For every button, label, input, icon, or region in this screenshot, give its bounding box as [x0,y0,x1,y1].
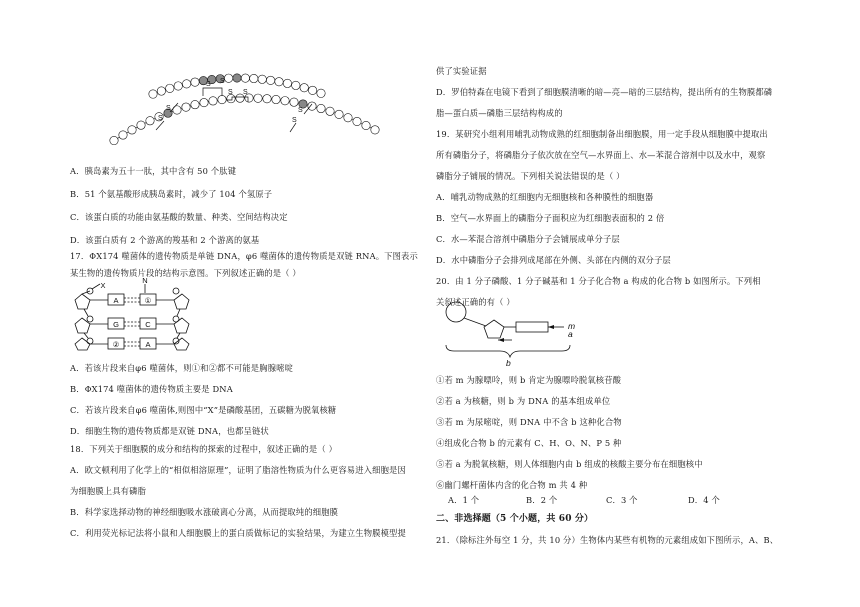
amino-acid-bead [241,74,249,82]
q18-option-d-line1[interactable]: D．罗伯特森在电镜下看到了细胞膜清晰的暗—亮—暗的三层结构，提出所有的生物膜都磷 [436,87,773,97]
svg-text:S: S [292,117,297,124]
q18-option-c-line1[interactable]: C．利用荧光标记法将小鼠和人细胞膜上的蛋白质做标记的实验结果，为建立生物膜模型提 [70,528,406,538]
q17-option-a[interactable]: A．若该片段来自φ6 噬菌体，则①和②都不可能是胸腺嘧啶 [70,363,294,373]
amino-acid-bead [209,97,217,105]
q20-choice-c[interactable]: C．3 个 [606,495,638,505]
q20-choice-a[interactable]: A．1 个 [448,495,480,505]
amino-acid-bead [146,117,154,125]
amino-acid-bead [300,84,308,92]
base-right-2: C [145,320,151,329]
q16-option-c[interactable]: C．该蛋白质的功能由氨基酸的数量、种类、空间结构决定 [70,212,288,222]
q20-item-2: ②若 a 为核糖，则 b 为 DNA 的基本组成单位 [436,396,611,406]
x-label: X [100,281,106,290]
amino-acid-bead [233,74,241,82]
base-right-3: A [145,340,151,349]
insulin-a-chain [149,74,325,98]
nucleic-acid-figure [70,276,195,350]
q20-choice-b[interactable]: B．2 个 [526,495,558,505]
m-label: m [568,321,576,331]
q19-option-c[interactable]: C．水—苯混合溶剂中磷脂分子会铺展成单分子层 [436,234,620,244]
base-left-3: ② [112,340,120,349]
nucleotide-figure [444,300,594,370]
q20-stem-line2: 关叙述正确的有（ ） [436,297,515,307]
pentose-sugar [484,320,504,338]
amino-acid-bead [191,78,199,86]
q20-item-3: ③若 m 为尿嘧啶，则 DNA 中不含 b 这种化合物 [436,417,622,427]
q19-option-d[interactable]: D．水中磷脂分子会排列成尾部在外侧、头部在内侧的双分子层 [436,255,671,265]
q19-option-b[interactable]: B．空气—水界面上的磷脂分子面积应为红细胞表面积的 2 倍 [436,213,665,223]
svg-text:S: S [220,78,225,85]
q17-option-b[interactable]: B．ΦX174 噬菌体的遗传物质主要是 DNA [70,384,233,394]
amino-acid-bead [250,74,258,82]
amino-acid-bead [182,80,190,88]
base-right-1: ① [144,296,152,305]
svg-text:S: S [206,81,211,88]
svg-text:S: S [298,107,303,114]
section-title: 二、非选择题（5 个小题，共 60 分） [436,514,594,524]
amino-acid-bead [371,126,379,134]
q20-choice-d[interactable]: D．4 个 [688,495,720,505]
base-left-1: A [113,296,119,305]
q16-option-a[interactable]: A．胰岛素为五十一肽，其中含有 50 个肽键 [70,166,237,176]
q18-option-a-line1[interactable]: A．欧文顿利用了化学上的“相似相溶原理”，证明了脂溶性物质为什么更容易进入细胞是因 [70,465,406,475]
amino-acid-bead [191,100,199,108]
amino-acid-bead [292,81,300,89]
amino-acid-bead [254,94,262,102]
amino-acid-bead [128,126,136,134]
q18-stem: 18．下列关于细胞膜的成分和结构的探索的过程中，叙述正确的是（ ） [70,444,338,454]
q18-option-c-line2[interactable]: 供了实验证据 [436,66,487,76]
amino-acid-bead [157,87,165,95]
q17-option-d[interactable]: D．细胞生物的遗传物质都是双链 DNA，也都呈链状 [70,426,269,436]
amino-acid-bead [326,107,334,115]
q20-item-4: ④组成化合物 b 的元素有 C、H、O、N、P 5 种 [436,438,622,448]
amino-acid-bead [137,121,145,129]
base-left-2: G [113,320,119,329]
q20-item-5: ⑤若 a 为脱氧核糖，则人体细胞内由 b 组成的核酸主要分布在细胞核中 [436,459,703,469]
q20-stem-line1: 20．由 1 分子磷酸、1 分子碱基和 1 分子化合物 a 构成的化合物 b 如图所示。下列相 [436,276,761,286]
q16-option-d[interactable]: D．该蛋白质有 2 个游离的羧基和 2 个游离的氨基 [70,235,260,245]
q17-stem-line1: 17．ΦX174 噬菌体的遗传物质是单链 DNA，φ6 噬菌体的遗传物质是双链 RNA。下图表示 [70,251,418,261]
amino-acid-bead [218,95,226,103]
q18-option-b[interactable]: B．科学家选择动物的神经细胞吸水涨破离心分离，从而提取纯的细胞膜 [70,507,339,517]
amino-acid-bead [283,79,291,87]
q17-stem-line2: 某生物的遗传物质片段的结构示意图。下列叙述正确的是（ ） [70,268,301,278]
insulin-b-chain [110,94,379,145]
amino-acid-bead [266,76,274,84]
b-label: b [506,358,511,368]
svg-text:S: S [228,89,233,96]
q19-option-a[interactable]: A．哺乳动物成熟的红细胞内无细胞核和各种膜性的细胞器 [436,192,654,202]
amino-acid-bead [182,103,190,111]
amino-acid-bead [272,95,280,103]
amino-acid-bead [166,84,174,92]
q19-stem-line1: 19．某研究小组利用哺乳动物成熟的红细胞制备出细胞膜，用一定手段从细胞膜中提取出 [436,129,768,139]
amino-acid-bead [335,110,343,118]
amino-acid-bead [258,75,266,83]
amino-acid-bead [149,90,157,98]
amino-acid-bead [119,131,127,139]
q18-option-d-line2[interactable]: 脂—蛋白质—磷脂三层结构构成的 [436,108,563,118]
amino-acid-bead [110,136,118,144]
q16-option-b[interactable]: B．51 个氨基酸形成胰岛素时，减少了 104 个氢原子 [70,189,273,199]
q18-option-a-line2[interactable]: 为细胞膜上具有磷脂 [70,486,147,496]
left-strand [75,288,108,350]
amino-acid-bead [224,74,232,82]
phosphate-circle [446,302,466,322]
amino-acid-bead [174,82,182,90]
amino-acid-bead [200,98,208,106]
q19-stem-line2: 所有磷脂分子，将磷脂分子依次放在空气—水界面上、水—苯混合溶剂中以及水中，观察 [436,150,766,160]
insulin-structure-figure [108,70,383,148]
svg-text:S: S [158,115,163,122]
q17-option-c[interactable]: C．若该片段来自φ6 噬菌体,则图中“X”是磷酸基团，五碳糖为脱氧核糖 [70,405,337,415]
n-label: N [142,276,148,285]
a-label: a [568,329,573,339]
right-strand [156,288,189,350]
amino-acid-bead [362,121,370,129]
amino-acid-bead [275,78,283,86]
amino-acid-bead [290,98,298,106]
svg-text:S: S [166,105,171,112]
svg-text:S: S [243,89,248,96]
amino-acid-bead [353,117,361,125]
q20-item-6: ⑥幽门螺杆菌体内含的化合物 m 共 4 种 [436,480,588,490]
amino-acid-bead [344,114,352,122]
q19-stem-line3: 磷脂分子铺展的情况。下列相关说法错误的是（ ） [436,171,625,181]
amino-acid-bead [308,102,316,110]
base-box [516,322,548,332]
amino-acid-bead [308,86,316,94]
amino-acid-bead [281,97,289,105]
amino-acid-bead [317,89,325,97]
amino-acid-bead [263,95,271,103]
amino-acid-bead [317,104,325,112]
q21-stem: 21．（除标注外每空 1 分，共 10 分）生物体内某些有机物的元素组成如下图所示，A、B、 [436,535,779,545]
q20-item-1: ①若 m 为腺嘌呤，则 b 肯定为腺嘌呤脱氧核苷酸 [436,375,622,385]
